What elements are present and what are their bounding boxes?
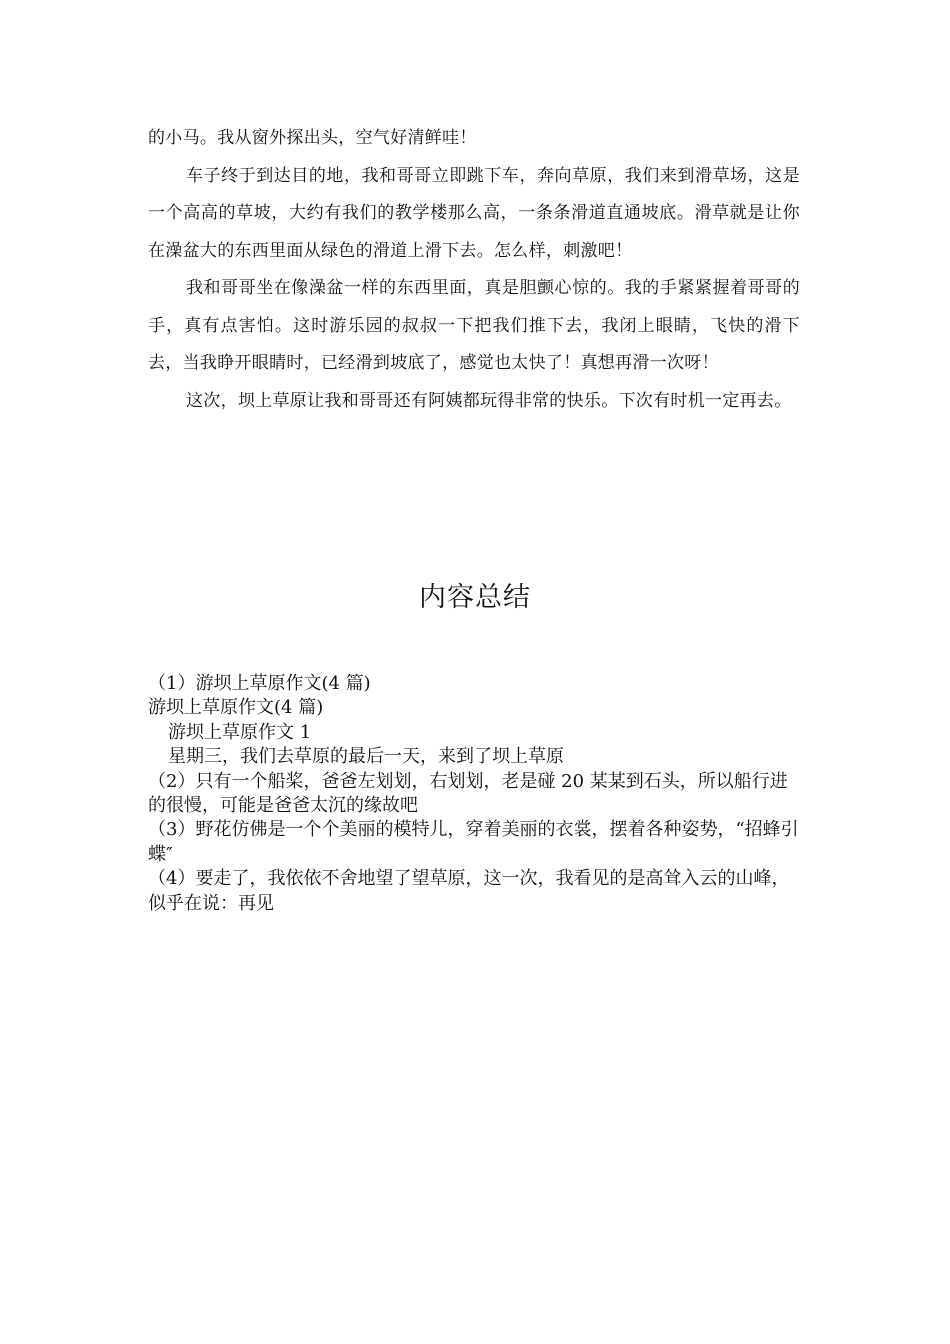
summary-line: （1）游坝上草原作文(4 篇) <box>148 673 371 694</box>
summary-line: 游坝上草原作文 1 <box>168 721 312 743</box>
paragraph: 车子终于到达目的地，我和哥哥立即跳下车，奔向草原，我们来到滑草场，这是一个高高的草坡，大约有我们的教学楼那么高，一条条滑道直通坡底。滑草就是让你在澡盆大的东西里面从绿色的滑道上滑下去。怎么样，刺激吧！ <box>148 165 800 261</box>
summary-line: （3）野花仿佛是一个个美丽的模特儿，穿着美丽的衣裳，摆着各种姿势，“招蜂引蝶″ <box>148 819 799 865</box>
summary-line: （2）只有一个船桨，爸爸左划划，右划划，老是碰 20 某某到石头，所以船行进的很慢，可能是爸爸太沉的缘故吧 <box>148 770 788 817</box>
paragraph-continuation: 的小马。我从窗外探出头，空气好清鲜哇！ <box>148 128 477 148</box>
paragraph: 这次，坝上草原让我和哥哥还有阿姨都玩得非常的快乐。下次有时机一定再去。 <box>186 390 792 411</box>
summary-line: 星期三，我们去草原的最后一天，来到了坝上草原 <box>168 746 564 768</box>
summary-line: 游坝上草原作文(4 篇) <box>148 697 324 719</box>
summary-list <box>148 672 804 916</box>
paragraph: 我和哥哥坐在像澡盆一样的东西里面，真是胆颤心惊的。我的手紧紧握着哥哥的手，真有点害怕。这时游乐园的叔叔一下把我们推下去，我闭上眼睛，飞快的滑下去，当我睁开眼睛时，已经滑到坡底了，感觉也太快了！真想再滑一次呀！ <box>148 278 800 373</box>
essay-body <box>148 120 800 420</box>
summary-title: 内容总结 <box>419 582 531 613</box>
summary-line: （4）要走了，我依依不舍地望了望草原，这一次，我看见的是高耸入云的山峰，似乎在说：再见 <box>148 868 790 914</box>
